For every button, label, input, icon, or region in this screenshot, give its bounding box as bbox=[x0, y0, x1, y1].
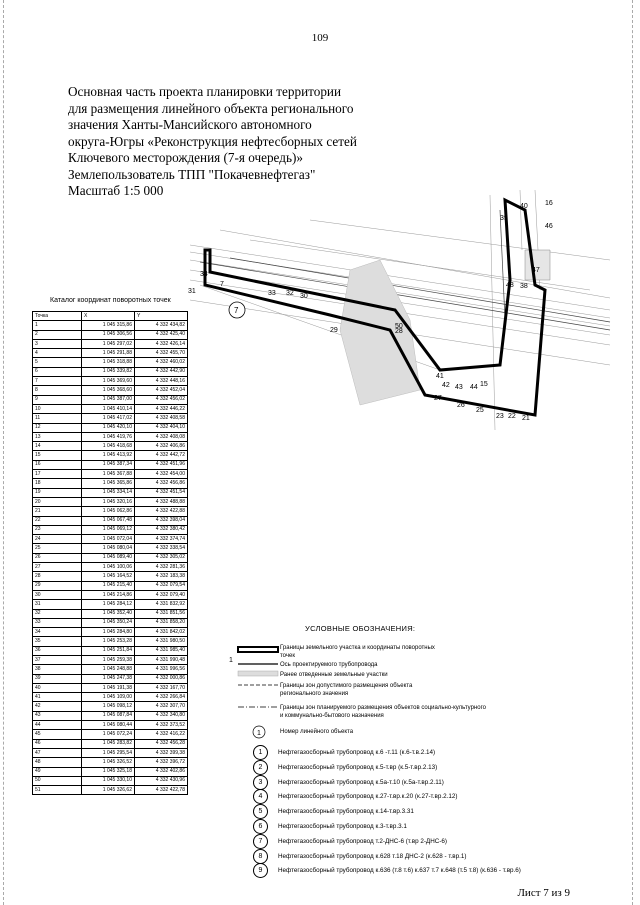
table-row bbox=[33, 600, 188, 609]
table-cell: 26 bbox=[33, 553, 82, 562]
table-cell: 19 bbox=[33, 488, 82, 497]
table-cell: 1 045 318,88 bbox=[82, 358, 135, 367]
map-label: 50 bbox=[395, 323, 403, 330]
table-cell: 1 045 334,14 bbox=[82, 488, 135, 497]
map-label: 15 bbox=[480, 381, 488, 388]
table-cell: 18 bbox=[33, 479, 82, 488]
table-cell: 1 045 100,06 bbox=[82, 563, 135, 572]
table-cell: 4 332 425,40 bbox=[135, 330, 188, 339]
table-cell: 1 045 315,86 bbox=[82, 321, 135, 330]
table-cell: 1 045 420,10 bbox=[82, 423, 135, 432]
svg-text:1: 1 bbox=[229, 657, 233, 664]
table-cell: 4 331 980,50 bbox=[135, 637, 188, 646]
title-line: для размещения линейного объекта регионального bbox=[68, 100, 354, 116]
title-line: округа-Югры «Реконструкция нефтесборных сетей bbox=[68, 133, 357, 149]
table-cell: 50 bbox=[33, 776, 82, 785]
table-cell: 1 045 067,48 bbox=[82, 516, 135, 525]
table-cell: 4 332 456,28 bbox=[135, 739, 188, 748]
table-cell: 30 bbox=[33, 590, 82, 599]
legend-title: УСЛОВНЫЕ ОБОЗНАЧЕНИЯ: bbox=[305, 624, 416, 633]
column-header: X bbox=[82, 312, 135, 321]
pipeline-number-marker: 8 bbox=[253, 849, 268, 864]
table-cell: 4 332 404,10 bbox=[135, 423, 188, 432]
table-row bbox=[33, 460, 188, 469]
table-cell: 1 045 248,88 bbox=[82, 665, 135, 674]
table-cell: 4 332 460,02 bbox=[135, 358, 188, 367]
table-cell: 4 332 442,72 bbox=[135, 451, 188, 460]
table-row bbox=[33, 618, 188, 627]
table-cell: 4 332 305,02 bbox=[135, 553, 188, 562]
table-row bbox=[33, 665, 188, 674]
table-row bbox=[33, 590, 188, 599]
map-label: 46 bbox=[545, 223, 553, 230]
table-cell: 2 bbox=[33, 330, 82, 339]
table-row bbox=[33, 535, 188, 544]
table-cell: 1 045 284,12 bbox=[82, 600, 135, 609]
table-cell: 1 045 387,00 bbox=[82, 395, 135, 404]
map-label: 47 bbox=[532, 267, 540, 274]
table-row bbox=[33, 414, 188, 423]
table-row bbox=[33, 321, 188, 330]
table-cell: 4 332 488,88 bbox=[135, 497, 188, 506]
table-cell: 22 bbox=[33, 516, 82, 525]
table-row bbox=[33, 563, 188, 572]
pipeline-number-marker: 2 bbox=[253, 760, 268, 775]
pipeline-item bbox=[253, 775, 444, 790]
table-cell: 33 bbox=[33, 618, 82, 627]
table-cell: 1 045 080,04 bbox=[82, 544, 135, 553]
table-cell: 1 045 087,84 bbox=[82, 711, 135, 720]
table-cell: 1 045 062,86 bbox=[82, 507, 135, 516]
table-cell: 1 045 069,12 bbox=[82, 525, 135, 534]
table-cell: 1 045 367,88 bbox=[82, 470, 135, 479]
map-label: 39 bbox=[500, 215, 508, 222]
title-line: значения Ханты-Мансийского автономного bbox=[68, 117, 312, 132]
map-label: 23 bbox=[496, 413, 504, 420]
map-label: 26 bbox=[457, 402, 465, 409]
catalog-title: Каталог координат поворотных точек bbox=[50, 297, 171, 304]
table-cell: 4 332 446,22 bbox=[135, 404, 188, 413]
table-cell: 34 bbox=[33, 628, 82, 637]
table-cell: 17 bbox=[33, 470, 82, 479]
pipeline-label: Нефтегазосборный трубопровод т.2-ДНС-6 (т.вр 2-ДНС-6) bbox=[278, 837, 447, 845]
legend-item: Ось проектируемого трубопровода bbox=[280, 662, 378, 668]
pipeline-number-marker: 5 bbox=[253, 804, 268, 819]
map-label: 38 bbox=[520, 283, 528, 290]
map-label: 43 bbox=[455, 384, 463, 391]
table-row bbox=[33, 377, 188, 386]
page-number: 109 bbox=[311, 32, 329, 44]
table-row bbox=[33, 693, 188, 702]
table-row bbox=[33, 479, 188, 488]
table-cell: 4 332 079,54 bbox=[135, 581, 188, 590]
table-cell: 36 bbox=[33, 646, 82, 655]
allocated-area-symbol bbox=[238, 671, 278, 676]
pipeline-number-marker: 9 bbox=[253, 863, 268, 878]
table-row bbox=[33, 637, 188, 646]
table-cell: 1 045 350,24 bbox=[82, 618, 135, 627]
table-cell: 1 045 291,88 bbox=[82, 349, 135, 358]
table-row bbox=[33, 339, 188, 348]
table-cell: 51 bbox=[33, 786, 82, 795]
table-cell: 4 332 338,54 bbox=[135, 544, 188, 553]
table-cell: 4 332 000,86 bbox=[135, 674, 188, 683]
table-cell: 7 bbox=[33, 377, 82, 386]
map-label: 41 bbox=[436, 373, 444, 380]
table-row bbox=[33, 609, 188, 618]
table-row bbox=[33, 470, 188, 479]
table-cell: 1 045 413,92 bbox=[82, 451, 135, 460]
table-cell: 4 332 167,70 bbox=[135, 683, 188, 692]
table-cell: 1 045 098,12 bbox=[82, 702, 135, 711]
map-label: 34 bbox=[200, 271, 208, 278]
table-cell: 1 045 164,52 bbox=[82, 572, 135, 581]
table-cell: 1 045 387,34 bbox=[82, 460, 135, 469]
map-label: 32 bbox=[286, 290, 294, 297]
table-cell: 21 bbox=[33, 507, 82, 516]
table-cell: 1 045 251,84 bbox=[82, 646, 135, 655]
table-cell: 1 045 253,28 bbox=[82, 637, 135, 646]
table-cell: 4 332 434,82 bbox=[135, 321, 188, 330]
table-cell: 4 331 996,56 bbox=[135, 665, 188, 674]
pipeline-item bbox=[253, 789, 457, 804]
pipeline-item bbox=[253, 819, 407, 834]
table-cell: 4 332 452,04 bbox=[135, 386, 188, 395]
table-cell: 1 045 325,18 bbox=[82, 767, 135, 776]
right-edge-line bbox=[632, 0, 634, 905]
table-row bbox=[33, 367, 188, 376]
title-line: Масштаб 1:5 000 bbox=[68, 183, 164, 198]
table-row bbox=[33, 674, 188, 683]
table-cell: 46 bbox=[33, 739, 82, 748]
table-cell: 1 045 410,14 bbox=[82, 404, 135, 413]
table-cell: 1 045 089,40 bbox=[82, 553, 135, 562]
map-label: 25 bbox=[476, 407, 484, 414]
table-cell: 1 045 080,44 bbox=[82, 721, 135, 730]
pipeline-item bbox=[253, 804, 414, 819]
table-cell: 16 bbox=[33, 460, 82, 469]
legend-item: Номер линейного объекта bbox=[280, 729, 354, 735]
table-row bbox=[33, 721, 188, 730]
table-cell: 4 331 990,48 bbox=[135, 655, 188, 664]
table-cell: 1 045 418,68 bbox=[82, 442, 135, 451]
table-cell: 1 045 072,04 bbox=[82, 535, 135, 544]
table-cell: 1 045 419,76 bbox=[82, 432, 135, 441]
map-label: 48 bbox=[506, 282, 514, 289]
pipeline-number-marker: 6 bbox=[253, 819, 268, 834]
table-row bbox=[33, 488, 188, 497]
pipeline-label: Нефтегазосборный трубопровод к.5а-т.10 (к.5а-т.вр.2.11) bbox=[278, 778, 444, 786]
table-cell: 24 bbox=[33, 535, 82, 544]
table-row bbox=[33, 544, 188, 553]
table-cell: 43 bbox=[33, 711, 82, 720]
table-cell: 39 bbox=[33, 674, 82, 683]
document-title bbox=[68, 84, 428, 200]
column-header: Y bbox=[135, 312, 188, 321]
table-row bbox=[33, 776, 188, 785]
table-row bbox=[33, 702, 188, 711]
title-line: Землепользователь ТПП "Покачевнефтегаз" bbox=[68, 166, 316, 182]
table-row bbox=[33, 516, 188, 525]
table-cell: 1 045 339,82 bbox=[82, 367, 135, 376]
table-cell: 48 bbox=[33, 758, 82, 767]
table-row bbox=[33, 683, 188, 692]
table-row bbox=[33, 451, 188, 460]
pipeline-item bbox=[253, 834, 447, 849]
table-cell: 4 332 430,96 bbox=[135, 776, 188, 785]
table-cell: 1 045 214,86 bbox=[82, 590, 135, 599]
map-label: 7 bbox=[220, 281, 224, 288]
table-row bbox=[33, 442, 188, 451]
table-cell: 4 332 416,22 bbox=[135, 730, 188, 739]
table-row bbox=[33, 572, 188, 581]
table-cell: 10 bbox=[33, 404, 82, 413]
table-row bbox=[33, 349, 188, 358]
title-line: Основная часть проекта планировки территории bbox=[68, 84, 342, 99]
table-cell: 8 bbox=[33, 386, 82, 395]
table-cell: 40 bbox=[33, 683, 82, 692]
site-plan-map bbox=[190, 190, 610, 430]
table-row bbox=[33, 330, 188, 339]
table-row bbox=[33, 386, 188, 395]
svg-text:1: 1 bbox=[257, 730, 261, 737]
table-row bbox=[33, 786, 188, 795]
table-cell: 1 045 320,16 bbox=[82, 497, 135, 506]
table-cell: 27 bbox=[33, 563, 82, 572]
previously-allocated-area bbox=[340, 260, 420, 405]
table-cell: 1 045 326,52 bbox=[82, 758, 135, 767]
legend-symbols bbox=[228, 644, 283, 742]
sheet-number: Лист 7 из 9 bbox=[517, 887, 570, 899]
table-cell: 37 bbox=[33, 655, 82, 664]
table-cell: 14 bbox=[33, 442, 82, 451]
table-row bbox=[33, 432, 188, 441]
pipeline-number-marker: 4 bbox=[253, 789, 268, 804]
table-cell: 1 045 109,00 bbox=[82, 693, 135, 702]
table-cell: 1 045 369,60 bbox=[82, 377, 135, 386]
table-cell: 1 045 306,56 bbox=[82, 330, 135, 339]
table-cell: 28 bbox=[33, 572, 82, 581]
table-cell: 1 045 215,40 bbox=[82, 581, 135, 590]
table-cell: 4 332 448,16 bbox=[135, 377, 188, 386]
table-cell: 4 332 456,02 bbox=[135, 395, 188, 404]
table-cell: 4 332 456,86 bbox=[135, 479, 188, 488]
table-cell: 41 bbox=[33, 693, 82, 702]
table-cell: 32 bbox=[33, 609, 82, 618]
legend-item: Границы зон планируемого размещения объектов социально-культурного и коммунально-бытового назначения bbox=[280, 705, 486, 719]
table-cell: 4 332 406,86 bbox=[135, 442, 188, 451]
table-cell: 4 331 858,20 bbox=[135, 618, 188, 627]
table-row bbox=[33, 628, 188, 637]
table-row bbox=[33, 767, 188, 776]
table-cell: 1 045 259,38 bbox=[82, 655, 135, 664]
table-cell: 38 bbox=[33, 665, 82, 674]
pipeline-item bbox=[253, 760, 437, 775]
table-cell: 12 bbox=[33, 423, 82, 432]
table-cell: 4 331 985,40 bbox=[135, 646, 188, 655]
table-row bbox=[33, 497, 188, 506]
pipeline-number-marker: 7 bbox=[253, 834, 268, 849]
table-cell: 4 332 396,72 bbox=[135, 758, 188, 767]
table-cell: 1 045 284,80 bbox=[82, 628, 135, 637]
map-label: 27 bbox=[434, 395, 442, 402]
pipeline-number-marker: 3 bbox=[253, 775, 268, 790]
map-label: 30 bbox=[300, 293, 308, 300]
map-label: 7 bbox=[234, 306, 239, 315]
table-cell: 44 bbox=[33, 721, 82, 730]
map-label: 40 bbox=[520, 203, 528, 210]
table-cell: 4 332 455,70 bbox=[135, 349, 188, 358]
table-cell: 47 bbox=[33, 748, 82, 757]
table-cell: 4 332 402,86 bbox=[135, 767, 188, 776]
map-label: 21 bbox=[522, 415, 530, 422]
table-cell: 4 331 832,92 bbox=[135, 600, 188, 609]
legend-item: Границы зон допустимого размещения объекта регионального значения bbox=[280, 683, 413, 697]
pipeline-number-marker: 1 bbox=[253, 745, 268, 760]
table-cell: 4 332 408,58 bbox=[135, 414, 188, 423]
pipeline-label: Нефтегазосборный трубопровод к.27-т.вр.к.20 (к.27-т.вр.2.12) bbox=[278, 793, 458, 801]
table-cell: 4 332 266,84 bbox=[135, 693, 188, 702]
table-cell: 4 332 408,08 bbox=[135, 432, 188, 441]
table-cell: 11 bbox=[33, 414, 82, 423]
table-cell: 4 332 398,04 bbox=[135, 516, 188, 525]
pipeline-label: Нефтегазосборный трубопровод к.5-т.вр (к.5-т.вр.2.13) bbox=[278, 763, 438, 771]
table-cell: 4 332 079,40 bbox=[135, 590, 188, 599]
table-cell: 4 332 422,78 bbox=[135, 786, 188, 795]
table-cell: 9 bbox=[33, 395, 82, 404]
table-cell: 20 bbox=[33, 497, 82, 506]
table-row bbox=[33, 646, 188, 655]
table-header-row bbox=[33, 312, 188, 321]
table-cell: 1 045 191,38 bbox=[82, 683, 135, 692]
table-row bbox=[33, 358, 188, 367]
table-cell: 4 332 451,54 bbox=[135, 488, 188, 497]
table-cell: 15 bbox=[33, 451, 82, 460]
table-cell: 4 332 307,70 bbox=[135, 702, 188, 711]
map-label: 33 bbox=[268, 290, 276, 297]
table-cell: 1 045 365,86 bbox=[82, 479, 135, 488]
column-header: Точка bbox=[33, 312, 82, 321]
table-cell: 4 332 451,96 bbox=[135, 460, 188, 469]
table-cell: 1 bbox=[33, 321, 82, 330]
table-cell: 4 332 373,52 bbox=[135, 721, 188, 730]
table-cell: 4 331 851,56 bbox=[135, 609, 188, 618]
table-cell: 1 045 247,38 bbox=[82, 674, 135, 683]
pipeline-label: Нефтегазосборный трубопровод к.3-т.вр.3.1 bbox=[278, 823, 407, 831]
legend-item: Границы земельного участка и координаты поворотных точек bbox=[280, 645, 435, 659]
table-row bbox=[33, 758, 188, 767]
table-row bbox=[33, 748, 188, 757]
table-cell: 5 bbox=[33, 358, 82, 367]
table-cell: 4 331 842,02 bbox=[135, 628, 188, 637]
table-row bbox=[33, 711, 188, 720]
coordinates-table bbox=[32, 311, 188, 795]
map-label: 29 bbox=[330, 327, 338, 334]
boundary-symbol bbox=[238, 647, 278, 652]
table-row bbox=[33, 553, 188, 562]
table-cell: 1 045 330,10 bbox=[82, 776, 135, 785]
table-cell: 1 045 072,24 bbox=[82, 730, 135, 739]
table-cell: 1 045 295,54 bbox=[82, 748, 135, 757]
table-cell: 1 045 297,02 bbox=[82, 339, 135, 348]
map-label: 44 bbox=[470, 384, 478, 391]
pipeline-item bbox=[253, 745, 435, 760]
map-label: 16 bbox=[545, 200, 553, 207]
table-cell: 31 bbox=[33, 600, 82, 609]
table-cell: 1 045 352,40 bbox=[82, 609, 135, 618]
table-cell: 42 bbox=[33, 702, 82, 711]
table-cell: 4 332 422,88 bbox=[135, 507, 188, 516]
table-row bbox=[33, 423, 188, 432]
map-label: 42 bbox=[442, 382, 450, 389]
table-cell: 35 bbox=[33, 637, 82, 646]
pipeline-item bbox=[253, 863, 521, 878]
table-cell: 4 332 399,38 bbox=[135, 748, 188, 757]
table-cell: 6 bbox=[33, 367, 82, 376]
table-cell: 4 332 426,14 bbox=[135, 339, 188, 348]
left-edge-line bbox=[3, 0, 5, 905]
table-row bbox=[33, 581, 188, 590]
pipeline-label: Нефтегазосборный трубопровод к.6 -т.11 (к.6-т.в.2.14) bbox=[278, 749, 436, 757]
title-line: Ключевого месторождения (7-я очередь)» bbox=[68, 150, 303, 165]
table-row bbox=[33, 655, 188, 664]
table-cell: 1 045 368,60 bbox=[82, 386, 135, 395]
table-row bbox=[33, 395, 188, 404]
pipeline-label: Нефтегазосборный трубопровод к.628 т.18 ДНС-2 (к.628 - т.вр.1) bbox=[278, 852, 467, 860]
table-cell: 4 332 442,90 bbox=[135, 367, 188, 376]
table-cell: 29 bbox=[33, 581, 82, 590]
table-cell: 4 332 454,00 bbox=[135, 470, 188, 479]
pipeline-item bbox=[253, 849, 466, 864]
table-cell: 49 bbox=[33, 767, 82, 776]
table-cell: 3 bbox=[33, 339, 82, 348]
table-cell: 4 332 183,38 bbox=[135, 572, 188, 581]
table-cell: 4 332 340,80 bbox=[135, 711, 188, 720]
table-row bbox=[33, 404, 188, 413]
table-cell: 1 045 283,82 bbox=[82, 739, 135, 748]
table-cell: 25 bbox=[33, 544, 82, 553]
pipeline-label: Нефтегазосборный трубопровод к.636 (т.8 т.6) к.637 т.7 к.648 (т.5 т.8) (к.636 - т.вр.6) bbox=[278, 867, 521, 875]
table-cell: 45 bbox=[33, 730, 82, 739]
table-cell: 13 bbox=[33, 432, 82, 441]
table-cell: 1 045 417,02 bbox=[82, 414, 135, 423]
table-cell: 4 332 281,36 bbox=[135, 563, 188, 572]
table-cell: 4 bbox=[33, 349, 82, 358]
table-cell: 23 bbox=[33, 525, 82, 534]
table-cell: 4 332 380,42 bbox=[135, 525, 188, 534]
table-cell: 1 045 326,62 bbox=[82, 786, 135, 795]
table-cell: 4 332 374,74 bbox=[135, 535, 188, 544]
legend-item: Ранее отведенные земельные участки bbox=[280, 672, 388, 678]
table-row bbox=[33, 730, 188, 739]
pipeline-label: Нефтегазосборный трубопровод к.14-т.вр.3.31 bbox=[278, 808, 414, 816]
map-label: 22 bbox=[508, 413, 516, 420]
table-row bbox=[33, 739, 188, 748]
map-label: 31 bbox=[188, 288, 196, 295]
map-label: 28 bbox=[395, 328, 403, 335]
table-row bbox=[33, 525, 188, 534]
table-row bbox=[33, 507, 188, 516]
